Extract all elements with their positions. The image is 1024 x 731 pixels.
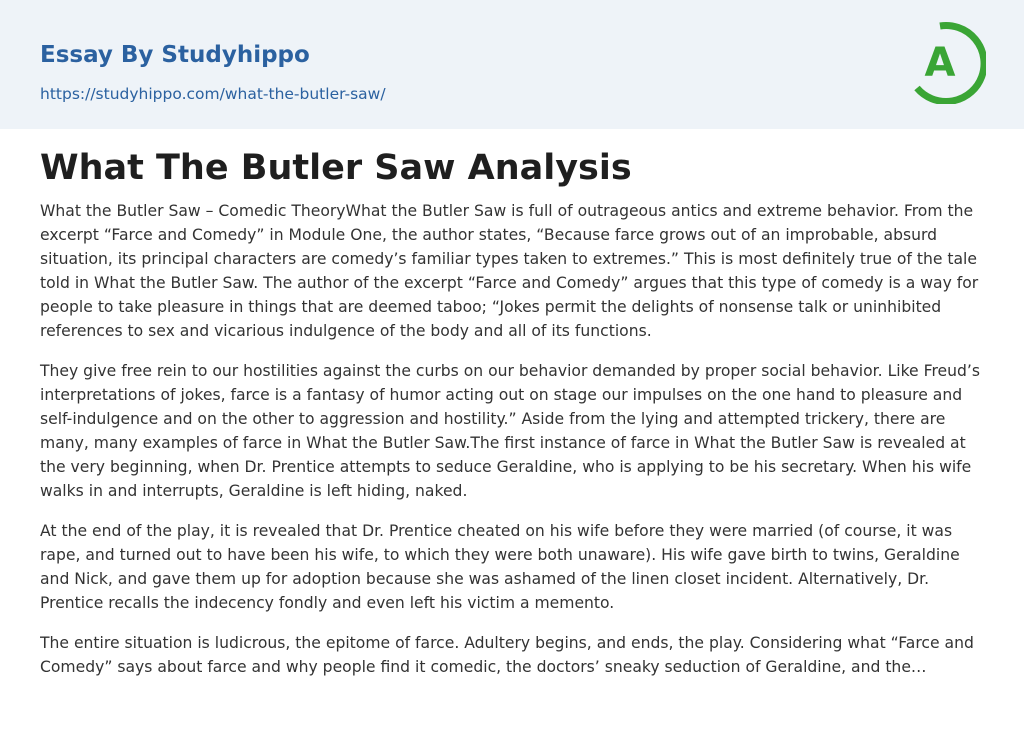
source-url-link[interactable]: https://studyhippo.com/what-the-butler-saw/ [40, 85, 386, 103]
studyhippo-logo-icon[interactable] [912, 20, 986, 104]
essay-paragraph-2: They give free rein to our hostilities against the curbs on our behavior demanded by proper social behavior. Like Freud’s interpretations of jokes, farce is a fantasy of humor acting out on stage our impulses on the one hand to pleasure and self-indulgence and on the other to aggression and hostility.” Aside from the lying and attempted trickery, there are many, many examples of farce in What the Butler Saw.The first instance of farce in What the Butler Saw is revealed at the very beginning, when Dr. Prentice attempts to seduce Geraldine, who is applying to be his secretary. When his wife walks in and interrupts, Geraldine is left hiding, naked. [40, 362, 980, 500]
logo-letter: A [924, 40, 956, 86]
essay-content [40, 145, 986, 679]
essay-paragraph-3: At the end of the play, it is revealed that Dr. Prentice cheated on his wife before they were married (of course, it was rape, and turned out to have been his wife, to which they were both unaware). His wife gave birth to twins, Geraldine and Nick, and gave them up for adoption because she was ashamed of the linen closet incident. Alternatively, Dr. Prentice recalls the indecency fondly and even left his victim a memento. [40, 522, 960, 612]
essay-paragraph-4: The entire situation is ludicrous, the epitome of farce. Adultery begins, and ends, the play. Considering what “Farce and Comedy” says about farce and why people find it comedic, the doctors’ sneaky seduction of Geraldine, and the… [40, 634, 974, 676]
brand-title[interactable]: Essay By Studyhippo [40, 42, 310, 68]
site-header [0, 0, 1024, 129]
essay-paragraph-1: What the Butler Saw – Comedic TheoryWhat the Butler Saw is full of outrageous antics and extreme behavior. From the excerpt “Farce and Comedy” in Module One, the author states, “Because farce grows out of an improbable, absurd situation, its principal characters are comedy’s familiar types taken to extremes.” This is most definitely true of the tale told in What the Butler Saw. The author of the excerpt “Farce and Comedy” argues that this type of comedy is a way for people to take pleasure in things that are deemed taboo; “Jokes permit the delights of nonsense talk or uninhibited references to sex and vicarious indulgence of the body and all of its functions. [40, 202, 979, 340]
essay-title: What The Butler Saw Analysis [40, 148, 632, 188]
